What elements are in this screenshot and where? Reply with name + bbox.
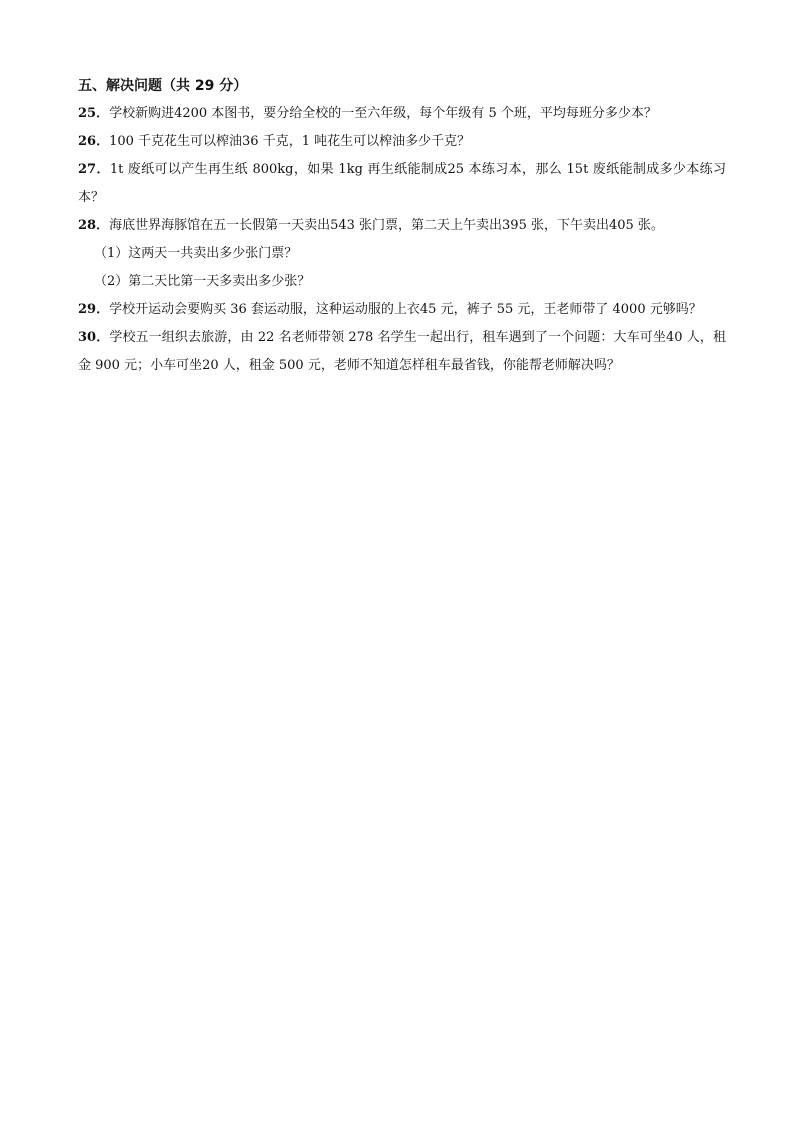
section-title: 五、解决问题（共 29 分） [78,78,248,94]
question-number: 25． [78,106,110,121]
question-25 [78,100,726,128]
question-text: 学校新购进4200 本图书，要分给全校的一至六年级，每个年级有 5 个班，平均每班分多少本？ [109,106,657,121]
problem-section [78,76,726,380]
question-number: 30． [78,330,110,345]
question-30 [78,324,726,380]
question-number: 28． [78,218,110,233]
question-text: 学校开运动会要购买 36 套运动服，这种运动服的上衣45 元，裤子 55 元，王老师带了 4000 元够吗？ [109,302,702,317]
question-27 [78,156,726,212]
sub-question-28-2: （2）第二天比第一天多卖出多少张？ [94,274,311,289]
question-29 [78,296,726,324]
question-26 [78,128,726,156]
question-28 [78,212,726,240]
question-text: 海底世界海豚馆在五一长假第一天卖出543 张门票，第二天上午卖出395 张，下午卖出405 张。 [109,218,664,233]
sub-question-28-1: （1）这两天一共卖出多少张门票？ [94,246,298,261]
question-number: 26． [78,134,110,149]
question-text: 学校五一组织去旅游，由 22 名老师带领 278 名学生一起出行，租车遇到了一个问题：大车可坐40 人，租金 900 元；小车可坐20 人，租金 500 元，老师不知道怎样租车最省钱，你能帮老师解决吗？ [78,330,727,373]
question-number: 27． [78,162,110,177]
question-text: 1t 废纸可以产生再生纸 800kg，如果 1kg 再生纸能制成25 本练习本，那么 15t 废纸能制成多少本练习本？ [78,162,726,205]
question-number: 29． [78,302,110,317]
question-text: 100 千克花生可以榨油36 千克，1 吨花生可以榨油多少千克？ [109,134,471,149]
